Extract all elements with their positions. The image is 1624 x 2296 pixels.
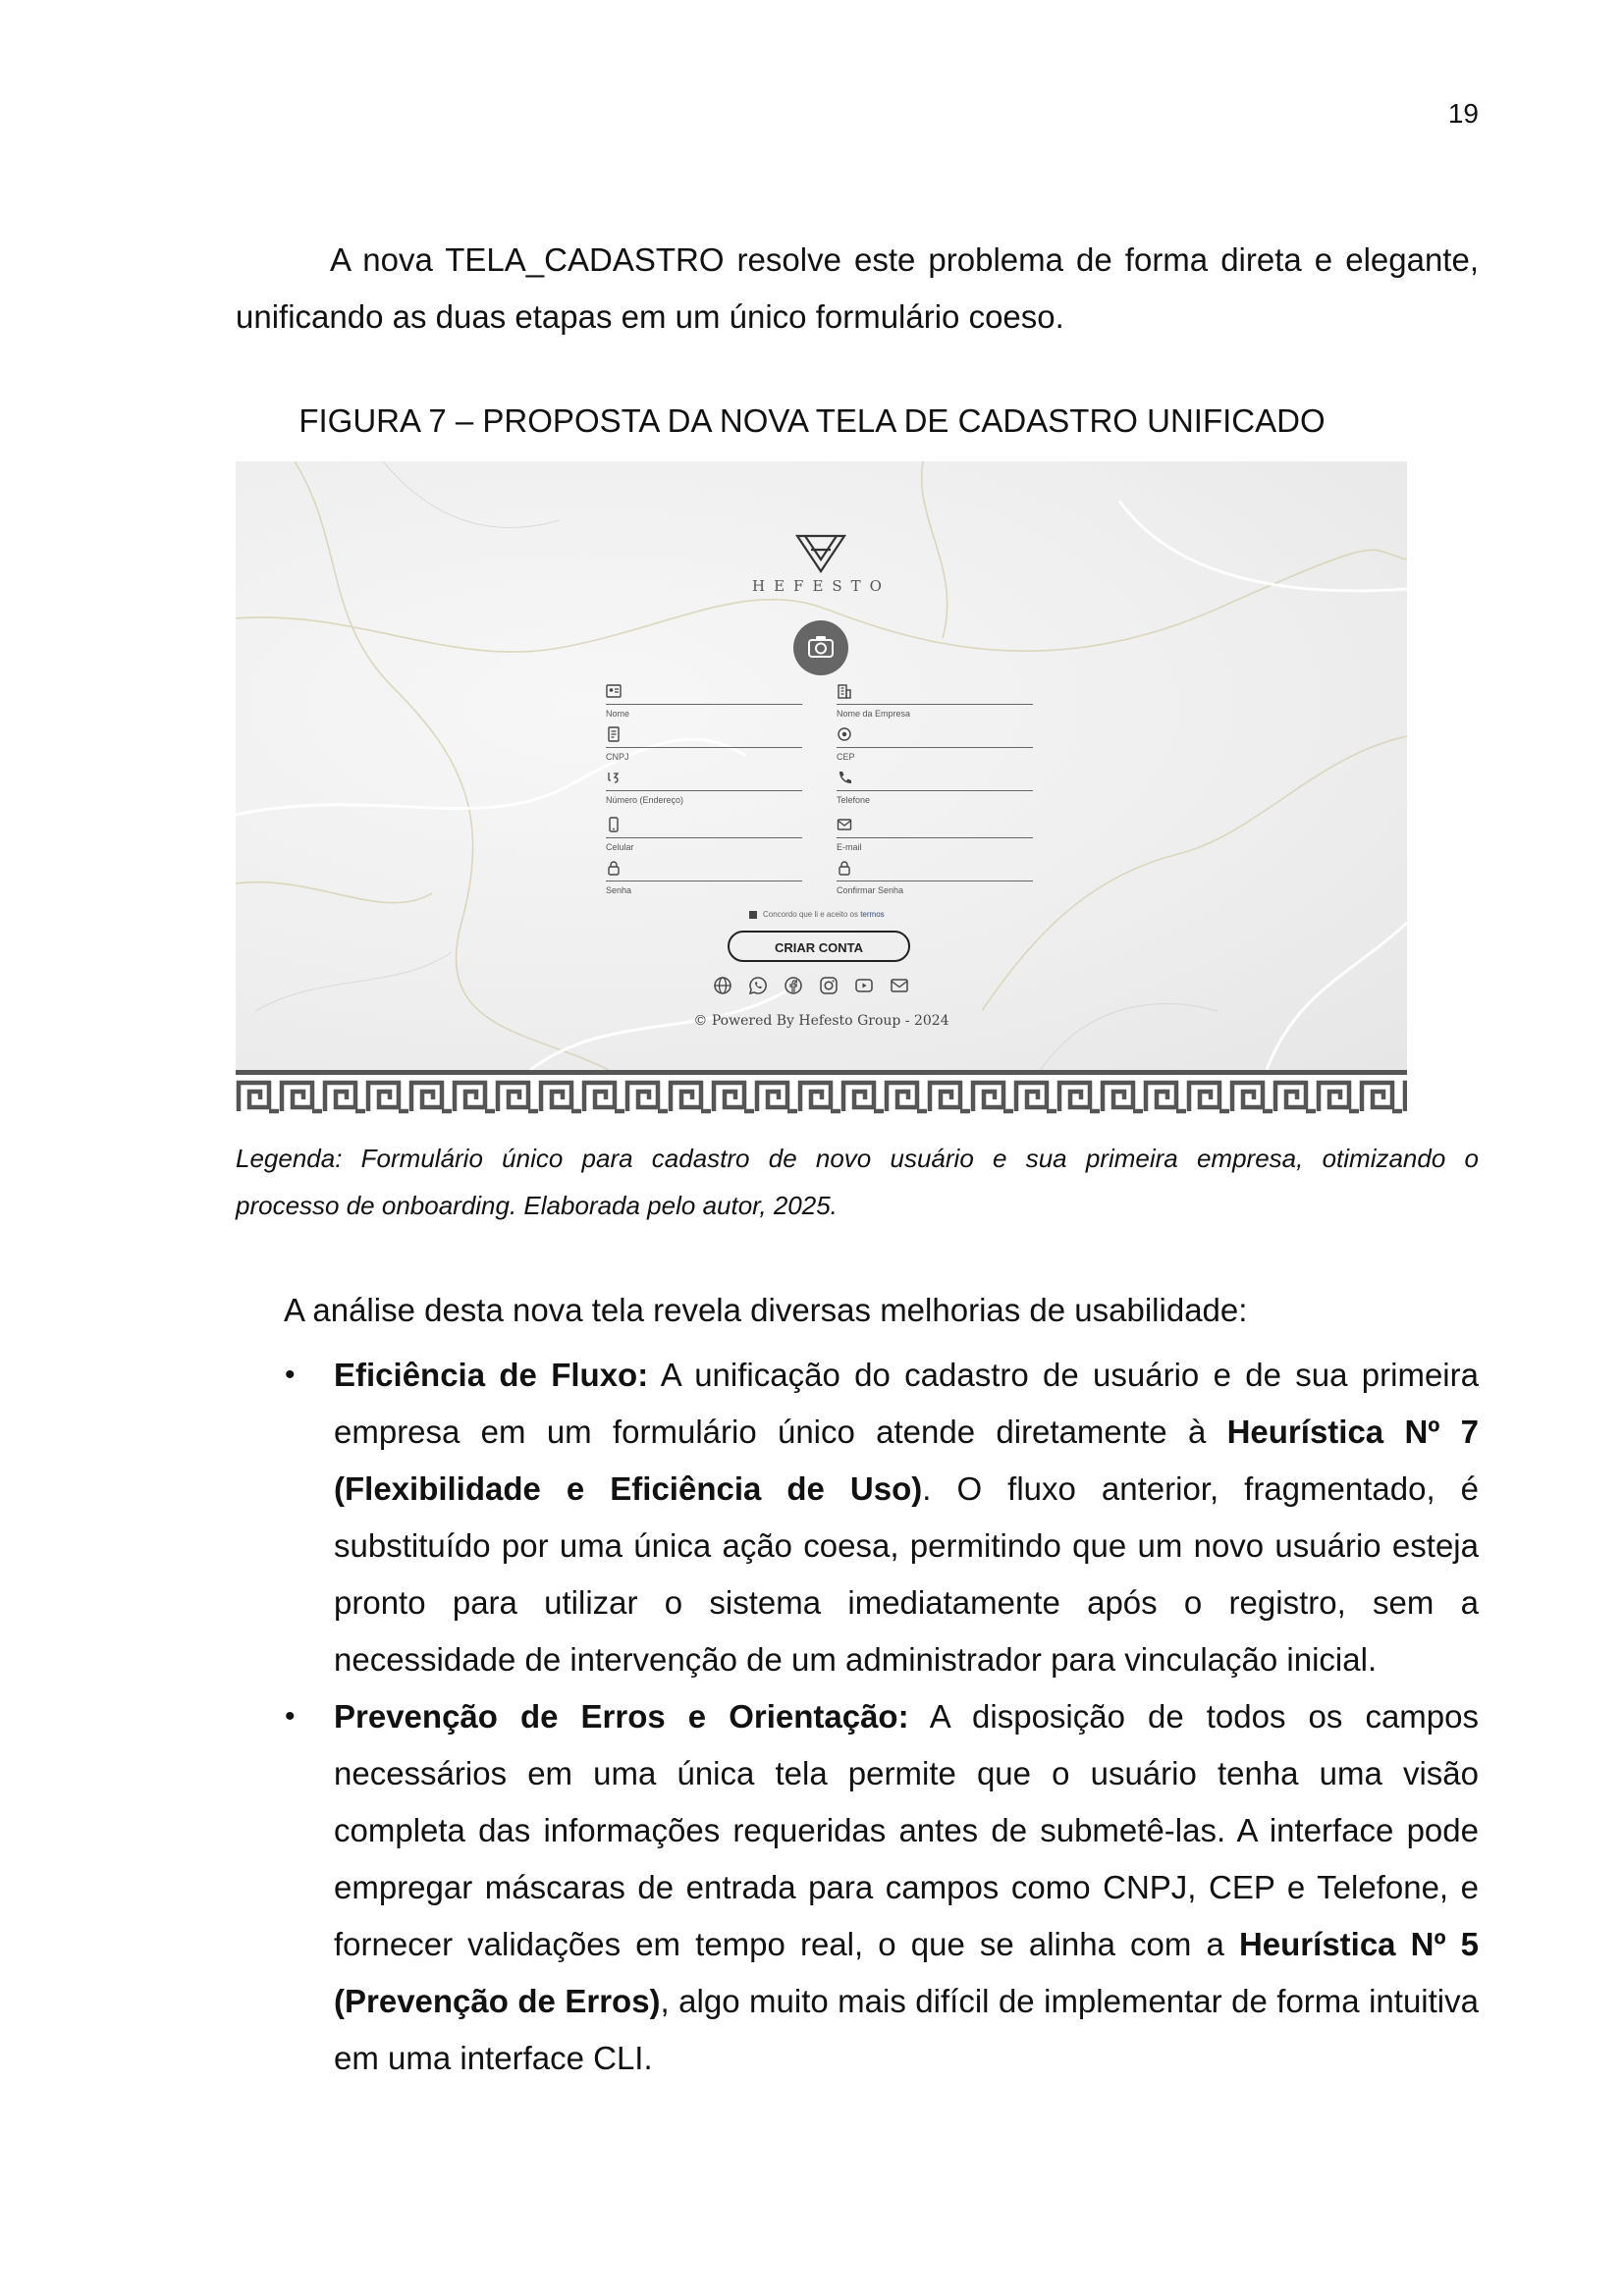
input-underline xyxy=(837,790,1033,791)
location-icon xyxy=(837,726,852,742)
field-label: Confirmar Senha xyxy=(837,885,904,895)
bullet-body: . O fluxo anterior, fragmentado, é substituído por uma única ação coesa, permitindo que um novo usuário esteja pronto para utilizar o sistema imediatamente após o registro, sem a necessidade de intervenção de um administrador para vinculação inicial. xyxy=(334,1470,1479,1678)
id-card-icon xyxy=(606,683,622,699)
email-field[interactable] xyxy=(837,817,1033,858)
terms-link[interactable]: termos xyxy=(860,910,885,919)
input-underline xyxy=(606,704,802,705)
lock-icon xyxy=(837,860,852,876)
terms-checkbox[interactable] xyxy=(749,911,757,919)
lead-sentence: A análise desta nova tela revela diversas melhorias de usabilidade: xyxy=(284,1292,1248,1328)
whatsapp-icon[interactable] xyxy=(748,976,768,995)
mobile-field[interactable] xyxy=(606,817,802,858)
page-number: 19 xyxy=(1447,98,1479,129)
field-label: Telefone xyxy=(837,795,871,805)
greek-key-border xyxy=(236,1070,1407,1119)
globe-icon[interactable] xyxy=(713,976,732,995)
mobile-icon xyxy=(606,817,622,832)
input-underline xyxy=(837,837,1033,838)
mail-icon xyxy=(837,817,852,832)
input-underline xyxy=(837,747,1033,748)
field-label: Nome xyxy=(606,709,630,719)
intro-text: A nova TELA_CADASTRO resolve este problema de forma direta e elegante, unificando as duas etapas em um único formulário coeso. xyxy=(236,241,1479,335)
heuristic-reference: Heurística Nº 5 (Prevenção de Erros) xyxy=(334,1926,1479,2019)
terms-checkbox-row[interactable] xyxy=(749,910,885,919)
brand-name: HEFESTO xyxy=(752,577,891,595)
bullet-heading: Prevenção de Erros e Orientação: xyxy=(334,1698,909,1735)
input-underline xyxy=(837,704,1033,705)
field-label: CEP xyxy=(837,752,855,762)
document-icon xyxy=(606,726,622,742)
bullet-body: A unificação do cadastro de usuário e de sua primeira empresa em um formulário único atende diretamente à xyxy=(334,1357,1479,1450)
cnpj-field[interactable] xyxy=(606,726,802,768)
company-name-field[interactable] xyxy=(837,683,1033,724)
terms-text: Concordo que li e aceito os xyxy=(763,910,858,919)
bullet-text xyxy=(334,1688,1479,2087)
field-label: CNPJ xyxy=(606,752,629,762)
field-label: Celular xyxy=(606,842,634,852)
input-underline xyxy=(606,747,802,748)
marble-background xyxy=(236,461,1407,1070)
confirm-password-field[interactable] xyxy=(837,860,1033,901)
phone-field[interactable] xyxy=(837,770,1033,811)
field-label: Número (Endereço) xyxy=(606,795,684,805)
mail-icon[interactable] xyxy=(890,976,909,995)
number-icon xyxy=(606,770,622,785)
bullet-body: A disposição de todos os campos necessários em uma única tela permite que o usuário tenha uma visão completa das informações requeridas antes de submetê-las. A interface pode empregar máscaras de entrada para campos como CNPJ, CEP e Telefone, e fornecer validações em tempo real, o que se alinha com a xyxy=(334,1698,1479,1962)
heuristic-reference: Heurística Nº 7 (Flexibilidade e Eficiência de Uso) xyxy=(334,1414,1479,1507)
phone-icon xyxy=(837,770,852,785)
cep-field[interactable] xyxy=(837,726,1033,768)
lock-icon xyxy=(606,860,622,876)
name-field[interactable] xyxy=(606,683,802,724)
intro-paragraph xyxy=(236,232,1479,346)
instagram-icon[interactable] xyxy=(819,976,839,995)
field-label: Senha xyxy=(606,885,632,895)
input-underline xyxy=(606,837,802,838)
youtube-icon[interactable] xyxy=(854,976,874,995)
camera-icon xyxy=(807,635,835,659)
photo-upload-button[interactable] xyxy=(793,620,848,675)
field-label: E-mail xyxy=(837,842,862,852)
caption-line-1: Legenda: Formulário único para cadastro de novo usuário e sua primeira empresa, otimizando o xyxy=(236,1144,1479,1173)
figure-screenshot xyxy=(236,461,1407,1119)
facebook-icon[interactable] xyxy=(784,976,803,995)
field-label: Nome da Empresa xyxy=(837,709,911,719)
hefesto-logo xyxy=(791,530,850,575)
bullet-heading: Eficiência de Fluxo: xyxy=(334,1357,649,1393)
caption-line-2: processo de onboarding. Elaborada pelo autor, 2025. xyxy=(236,1191,838,1220)
figure-caption xyxy=(236,1135,1479,1229)
bullet-dot: • xyxy=(285,1359,296,1391)
bullet-text xyxy=(334,1347,1479,1688)
figure-title: FIGURA 7 – PROPOSTA DA NOVA TELA DE CADASTRO UNIFICADO xyxy=(298,402,1326,439)
password-field[interactable] xyxy=(606,860,802,901)
input-underline xyxy=(606,790,802,791)
building-icon xyxy=(837,683,852,699)
address-number-field[interactable] xyxy=(606,770,802,811)
bullet-body: , algo muito mais difícil de implementar de forma intuitiva em uma interface CLI. xyxy=(334,1983,1479,2076)
powered-by-footer: © Powered By Hefesto Group - 2024 xyxy=(693,1013,949,1029)
create-account-button[interactable]: CRIAR CONTA xyxy=(728,931,910,962)
bullet-dot: • xyxy=(285,1700,296,1733)
